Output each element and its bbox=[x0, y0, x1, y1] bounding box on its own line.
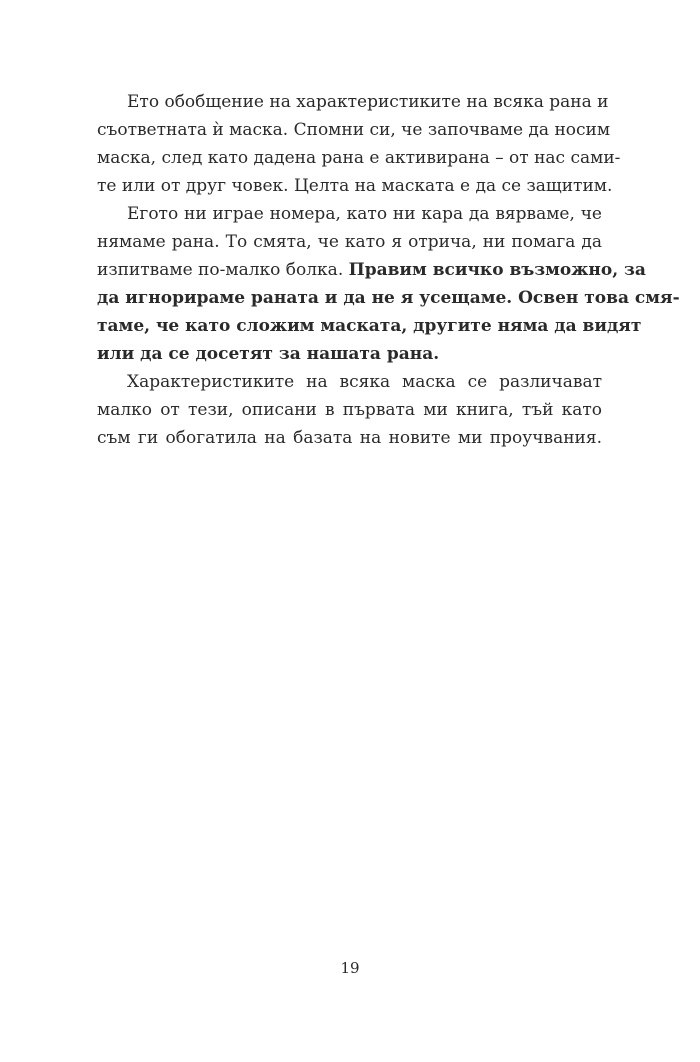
text-run: изпитваме по-малко болка. bbox=[97, 260, 344, 280]
text-line: Егото ни играе номера, като ни кара да вярваме, че bbox=[127, 204, 602, 224]
bold-text-line: да игнорираме раната и да не я усещаме. Освен това смя- bbox=[97, 288, 680, 308]
text-line: малко от тези, описани в първата ми книга, тъй като bbox=[97, 400, 602, 420]
text-line: съответната ѝ маска. Спомни си, че започваме да носим bbox=[97, 120, 611, 140]
bold-text-line: таме, че като сложим маската, другите няма да видят bbox=[97, 316, 642, 336]
text-line: съм ги обогатила на базата на новите ми проучвания. bbox=[97, 428, 602, 448]
text-line: те или от друг човек. Целта на маската е да се защитим. bbox=[97, 176, 613, 196]
body-text bbox=[97, 88, 680, 452]
text-line: маска, след като дадена рана е активирана – от нас сами- bbox=[97, 148, 621, 168]
page-number: 19 bbox=[340, 959, 360, 977]
text-line: нямаме рана. То смята, че като я отрича, ни помага да bbox=[97, 232, 602, 252]
bold-text-line: или да се досетят за нашата рана. bbox=[97, 344, 440, 364]
text-line: Ето обобщение на характеристиките на всяка рана и bbox=[127, 92, 609, 112]
text-line bbox=[97, 256, 646, 284]
bold-text-run: Правим всичко възможно, за bbox=[348, 260, 646, 280]
text-line: Характеристиките на всяка маска се различават bbox=[127, 372, 602, 392]
